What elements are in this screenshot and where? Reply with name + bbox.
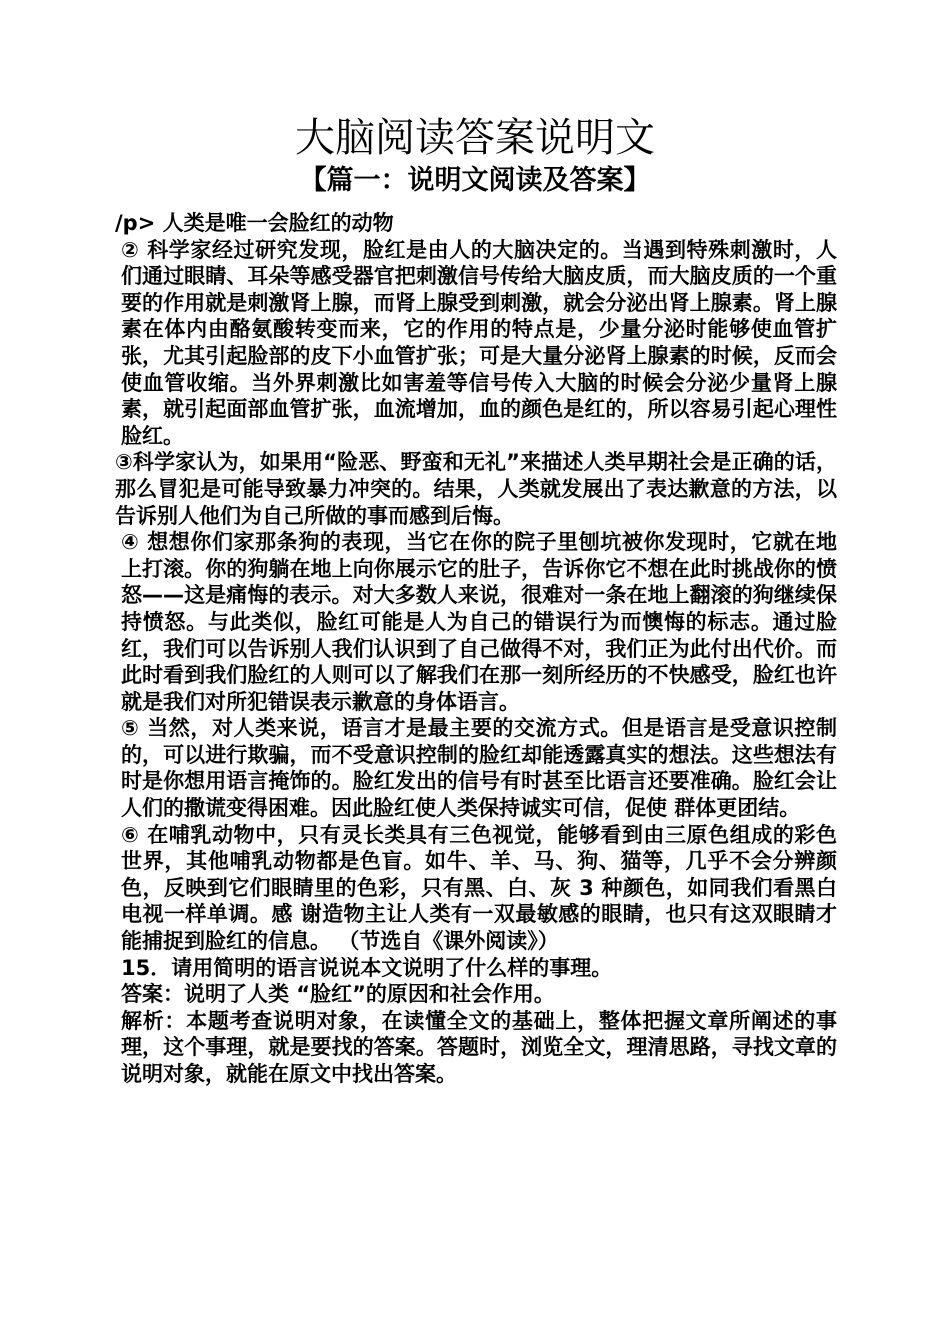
- page-title: 大脑阅读答案说明文: [295, 115, 655, 161]
- article-heading: /p> 人类是唯一会脸红的动物: [115, 211, 394, 235]
- question-15: 15．请用简明的语言说说本文说明了什么样的事理。: [121, 955, 613, 980]
- paragraph-2: ② 科学家经过研究发现，脸红是由人的大脑决定的。当遇到特殊刺激时，人们通过眼睛、耳朵等感受器官把刺激信号传给大脑皮质，而大脑皮质的一个重要的作用就是刺激肾上腺，而肾上腺受到刺激，就会分泌出肾上腺素。肾上腺素在体内由酪氨酸转变而来，它的作用的特点是，少量分泌时能够使血管扩张，尤其引起脸部的皮下小血管扩张；可是大量分泌肾上腺素的时候，反而会使血管收缩。当外界刺激比如害羞等信号传入大脑的时候会分泌少量肾上腺素，就引起面部血管扩张，血流增加，血的颜色是红的，所以容易引起心理性脸红。: [121, 237, 837, 448]
- paragraph-4: ④ 想想你们家那条狗的表现，当它在你的院子里刨坑被你发现时，它就在地上打滚。你的狗躺在地上向你展示它的肚子，告诉你它不想在此时挑战你的愤怒——这是痛悔的表示。对大多数人来说，很难对一条在地上翻滚的狗继续保持愤怒。与此类似，脸红可能是人为自己的错误行为而懊悔的标志。通过脸红，我们可以告诉别人我们认识到了自己做得不对，我们正为此付出代价。而此时看到我们脸红的人则可以了解我们在那一刻所经历的不快感受，脸红也许就是我们对所犯错误表示歉意的身体语言。: [121, 530, 837, 714]
- article-body: [115, 210, 837, 1088]
- paragraph-3: ③科学家认为，如果用“险恶、野蛮和无礼”来描述人类早期社会是正确的话，那么冒犯是可能导致暴力冲突的。结果，人类就发展出了表达歉意的方法，以告诉别人他们为自己所做的事而感到后悔。: [115, 450, 837, 528]
- answer-text: 答案：说明了人类 “脸红”的原因和社会作用。: [121, 982, 555, 1007]
- analysis-text: 解析：本题考查说明对象，在读懂全文的基础上，整体把握文章所阐述的事理，这个事理，就是要找的答案。答题时，浏览全文，理清思路，寻找文章的说明对象，就能在原文中找出答案。: [121, 1008, 837, 1086]
- page-subtitle: 【篇一：说明文阅读及答案】: [299, 165, 651, 196]
- paragraph-5: ⑤ 当然，对人类来说，语言才是最主要的交流方式。但是语言是受意识控制的，可以进行欺骗，而不受意识控制的脸红却能透露真实的想法。这些想法有时是你想用语言掩饰的。脸红发出的信号有时甚至比语言还要准确。脸红会让人们的撒谎变得困难。因此脸红使人类保持诚实可信，促使 群体更团结。: [121, 716, 837, 821]
- paragraph-6: ⑥ 在哺乳动物中，只有灵长类具有三色视觉，能够看到由三原色组成的彩色世界，其他哺乳动物都是色盲。如牛、羊、马、狗、猫等，几乎不会分辨颜色，反映到它们眼睛里的色彩，只有黑、白、灰 3 种颜色，如同我们看黑白电视一样单调。感 谢造物主让人类有一双最敏感的眼睛，也只有这双眼睛才能捕捉到脸红的信息。 （节选自《课外阅读》）: [121, 822, 837, 954]
